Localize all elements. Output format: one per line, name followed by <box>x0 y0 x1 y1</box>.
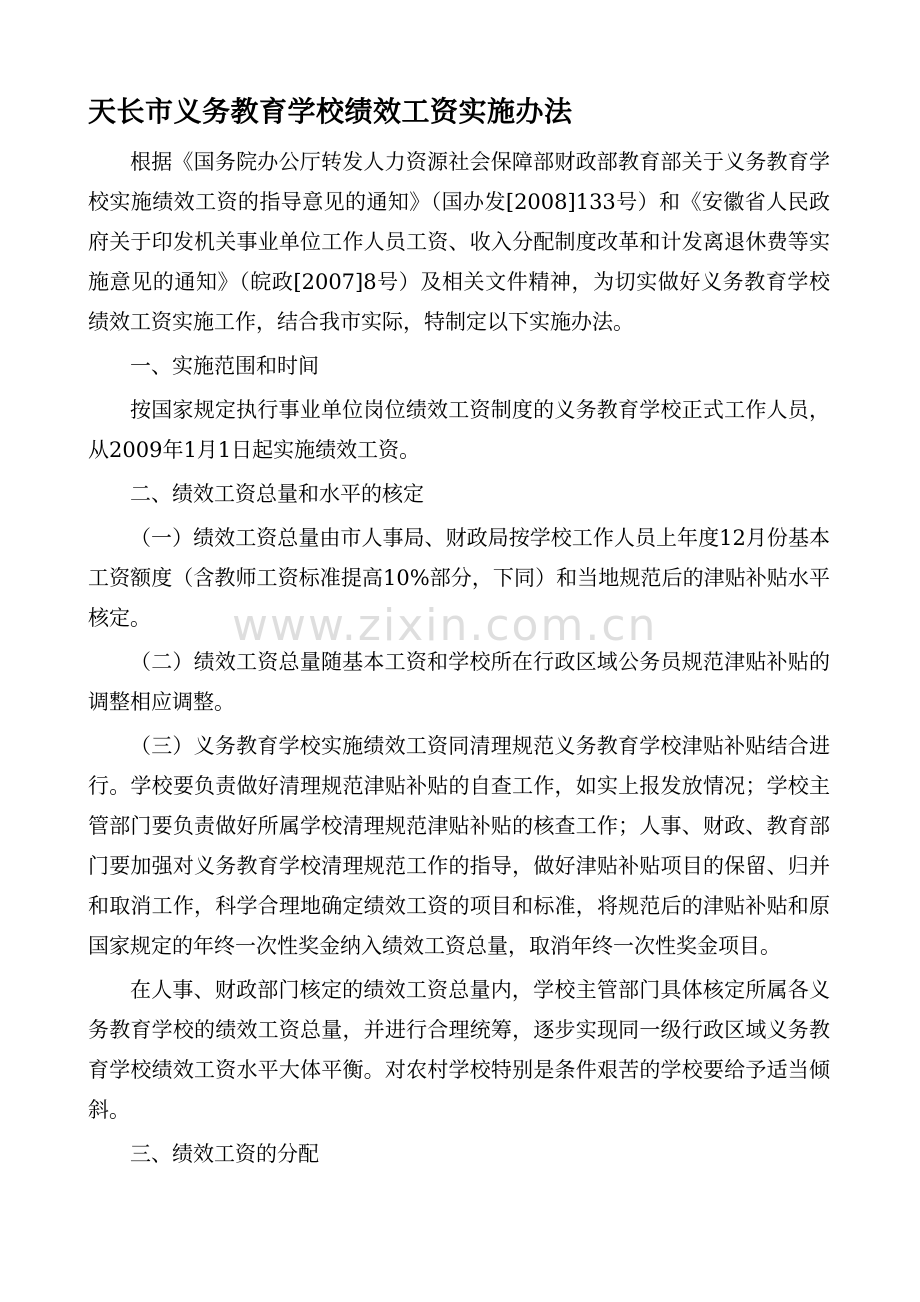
document-page <box>88 92 830 1178</box>
total-paragraph-3: （三）义务教育学校实施绩效工资同清理规范义务教育学校津贴补贴结合进行。学校要负责做好清理规范津贴补贴的自查工作，如实上报发放情况；学校主管部门要负责做好所属学校清理规范津贴补贴的核查工作；人事、财政、教育部门要加强对义务教育学校清理规范工作的指导，做好津贴补贴项目的保留、归并和取消工作，科学合理地确定绩效工资的项目和标准，将规范后的津贴补贴和原国家规定的年终一次性奖金纳入绩效工资总量，取消年终一次性奖金项目。 <box>88 734 830 958</box>
section-heading-total: 二、绩效工资总量和水平的核定 <box>130 482 424 506</box>
total-paragraph-1: （一）绩效工资总量由市人事局、财政局按学校工作人员上年度12月份基本工资额度（含教师工资标准提高10%部分，下同）和当地规范后的津贴补贴水平核定。 <box>88 526 830 630</box>
intro-paragraph: 根据《国务院办公厅转发人力资源社会保障部财政部教育部关于义务教育学校实施绩效工资的指导意见的通知》（国办发[2008]133号）和《安徽省人民政府关于印发机关事业单位工作人员工资、收入分配制度改革和计发离退休费等实施意见的通知》（皖政[2007]8号）及相关文件精神，为切实做好义务教育学校绩效工资实施工作，结合我市实际，特制定以下实施办法。 <box>88 150 830 334</box>
document-title: 天长市义务教育学校绩效工资实施办法 <box>88 95 573 128</box>
section-heading-scope: 一、实施范围和时间 <box>130 354 319 378</box>
total-paragraph-2: （二）绩效工资总量随基本工资和学校所在行政区域公务员规范津贴补贴的调整相应调整。 <box>88 650 830 714</box>
section-heading-distribution: 三、绩效工资的分配 <box>130 1142 319 1166</box>
scope-paragraph: 按国家规定执行事业单位岗位绩效工资制度的义务教育学校正式工作人员，从2009年1月1日起实施绩效工资。 <box>88 398 830 462</box>
watermark-text: www.zixin.com.cn <box>232 600 658 651</box>
total-paragraph-4: 在人事、财政部门核定的绩效工资总量内，学校主管部门具体核定所属各义务教育学校的绩效工资总量，并进行合理统筹，逐步实现同一级行政区域义务教育学校绩效工资水平大体平衡。对农村学校特别是条件艰苦的学校要给予适当倾斜。 <box>88 978 830 1122</box>
